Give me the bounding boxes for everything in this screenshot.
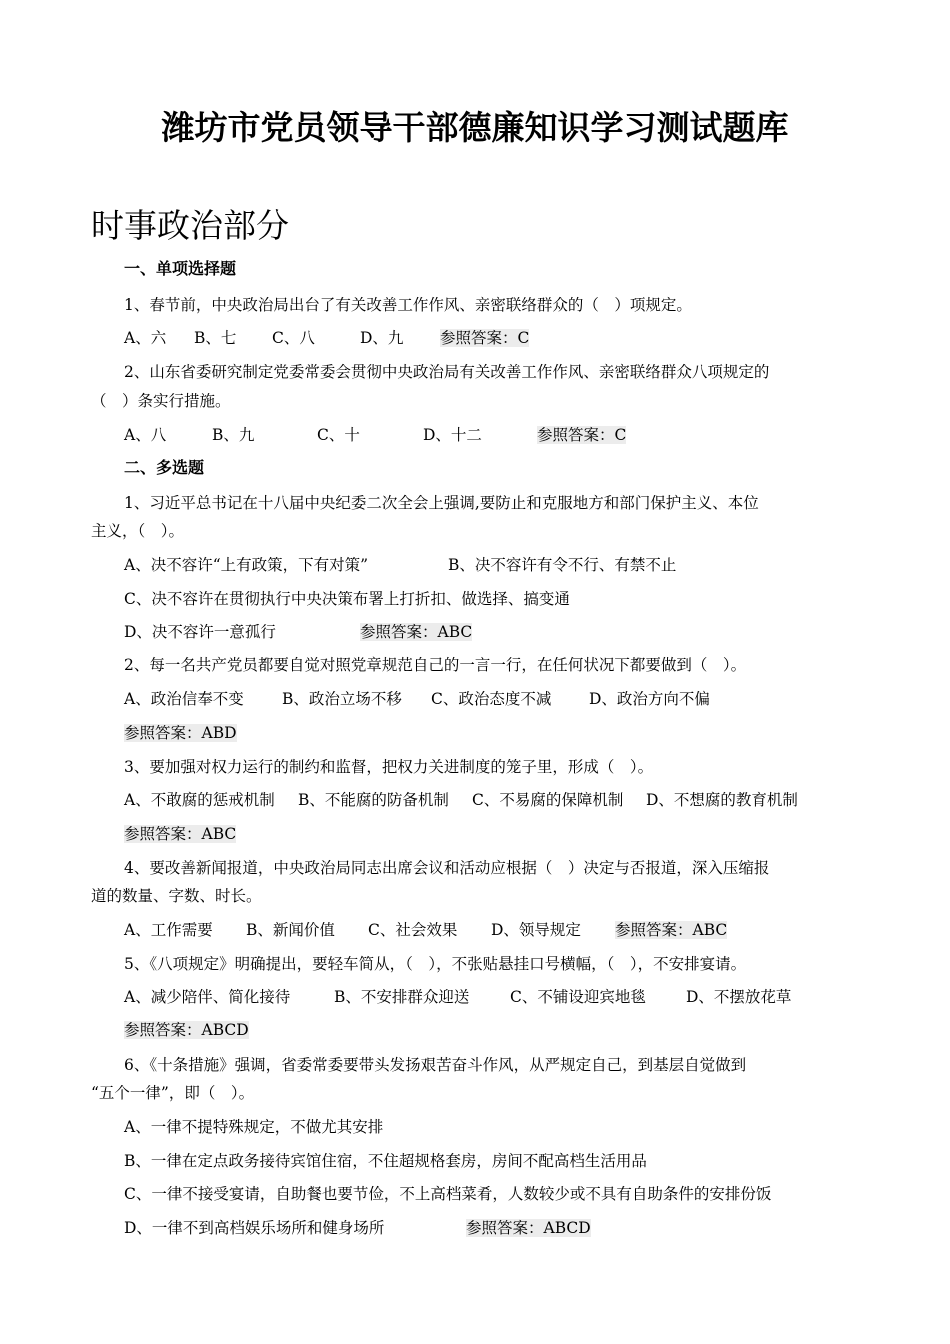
question-text: 1、春节前，中央政治局出台了有关改善工作作风、亲密联络群众的（ ）项规定。 bbox=[124, 296, 692, 314]
option: A、工作需要 bbox=[124, 921, 213, 939]
option: B、不能腐的防备机制 bbox=[298, 791, 449, 809]
reference-answer: 参照答案：ABCD bbox=[466, 1219, 591, 1237]
option: D、一律不到高档娱乐场所和健身场所 bbox=[124, 1219, 385, 1237]
option: B、九 bbox=[212, 426, 255, 444]
option: B、七 bbox=[194, 329, 237, 347]
options-line bbox=[124, 327, 869, 349]
option: C、一律不接受宴请，自助餐也要节俭，不上高档菜肴，人数较少或不具有自助条件的安排份饭 bbox=[124, 1185, 772, 1203]
question-text: 1、习近平总书记在十八届中央纪委二次全会上强调,要防止和克服地方和部门保护主义、本位 bbox=[124, 494, 759, 512]
question-text: 6、《十条措施》强调，省委常委要带头发扬艰苦奋斗作风，从严规定自己，到基层自觉做到 bbox=[124, 1056, 747, 1074]
options-line bbox=[124, 554, 869, 576]
question-text: 道的数量、字数、时长。 bbox=[91, 887, 262, 905]
option: B、决不容许有令不行、有禁不止 bbox=[448, 556, 677, 574]
option: C、不铺设迎宾地毯 bbox=[510, 988, 646, 1006]
answer-line bbox=[124, 1019, 869, 1041]
multi-choice-heading: 二、多选题 bbox=[124, 458, 205, 477]
options-line bbox=[124, 919, 869, 941]
option: D、不想腐的教育机制 bbox=[646, 791, 798, 809]
section-title: 时事政治部分 bbox=[91, 206, 289, 245]
reference-answer: 参照答案：C bbox=[440, 329, 530, 347]
option: D、九 bbox=[360, 329, 404, 347]
option: D、不摆放花草 bbox=[686, 988, 792, 1006]
option: B、不安排群众迎送 bbox=[334, 988, 470, 1006]
question-text: “五个一律”，即（ ）。 bbox=[91, 1084, 255, 1102]
option: A、一律不提特殊规定，不做尤其安排 bbox=[124, 1118, 384, 1136]
option: C、不易腐的保障机制 bbox=[472, 791, 624, 809]
option: A、不敢腐的惩戒机制 bbox=[124, 791, 275, 809]
option: B、政治立场不移 bbox=[282, 690, 402, 708]
option: B、一律在定点政务接待宾馆住宿，不住超规格套房，房间不配高档生活用品 bbox=[124, 1152, 647, 1170]
answer-line bbox=[124, 722, 869, 744]
reference-answer: 参照答案：ABCD bbox=[124, 1021, 249, 1039]
single-choice-heading: 一、单项选择题 bbox=[124, 259, 237, 278]
option: A、政治信奉不变 bbox=[124, 690, 244, 708]
option: C、社会效果 bbox=[368, 921, 458, 939]
option: D、领导规定 bbox=[491, 921, 581, 939]
option: C、十 bbox=[317, 426, 360, 444]
option: A、八 bbox=[124, 426, 167, 444]
options-line bbox=[124, 789, 869, 811]
option: D、十二 bbox=[423, 426, 482, 444]
options-line bbox=[124, 424, 869, 446]
reference-answer: 参照答案：ABC bbox=[615, 921, 728, 939]
option: C、八 bbox=[272, 329, 315, 347]
option: C、决不容许在贯彻执行中央决策布署上打折扣、做选择、搞变通 bbox=[124, 590, 570, 608]
option: A、六 bbox=[124, 329, 167, 347]
options-line bbox=[124, 1217, 869, 1239]
answer-line bbox=[124, 823, 869, 845]
option: D、政治方向不偏 bbox=[589, 690, 710, 708]
question-text: 4、要改善新闻报道，中央政治局同志出席会议和活动应根据（ ）决定与否报道，深入压缩报 bbox=[124, 859, 770, 877]
question-text: 2、每一名共产党员都要自觉对照党章规范自己的一言一行，在任何状况下都要做到（ ）。 bbox=[124, 656, 747, 674]
question-text: 2、山东省委研究制定党委常委会贯彻中央政治局有关改善工作作风、亲密联络群众八项规定的 bbox=[124, 363, 770, 381]
reference-answer: 参照答案：C bbox=[537, 426, 627, 444]
options-line bbox=[124, 688, 869, 710]
question-text: （ ）条实行措施。 bbox=[91, 392, 231, 410]
question-text: 5、《八项规定》明确提出，要轻车简从，（ ），不张贴悬挂口号横幅，（ ），不安排宴请。 bbox=[124, 955, 747, 973]
document-title: 潍坊市党员领导干部德廉知识学习测试题库 bbox=[161, 108, 789, 147]
question-text: 3、要加强对权力运行的制约和监督，把权力关进制度的笼子里，形成（ ）。 bbox=[124, 758, 654, 776]
option: A、决不容许“上有政策，下有对策” bbox=[124, 556, 369, 574]
question-text: 主义，（ ）。 bbox=[91, 522, 185, 540]
option: D、决不容许一意孤行 bbox=[124, 623, 276, 641]
options-line bbox=[124, 986, 869, 1008]
reference-answer: 参照答案：ABC bbox=[124, 825, 237, 843]
reference-answer: 参照答案：ABD bbox=[124, 724, 237, 742]
option: B、新闻价值 bbox=[246, 921, 335, 939]
reference-answer: 参照答案：ABC bbox=[360, 623, 473, 641]
option: A、减少陪伴、简化接待 bbox=[124, 988, 291, 1006]
option: C、政治态度不减 bbox=[431, 690, 552, 708]
options-line bbox=[124, 621, 869, 643]
